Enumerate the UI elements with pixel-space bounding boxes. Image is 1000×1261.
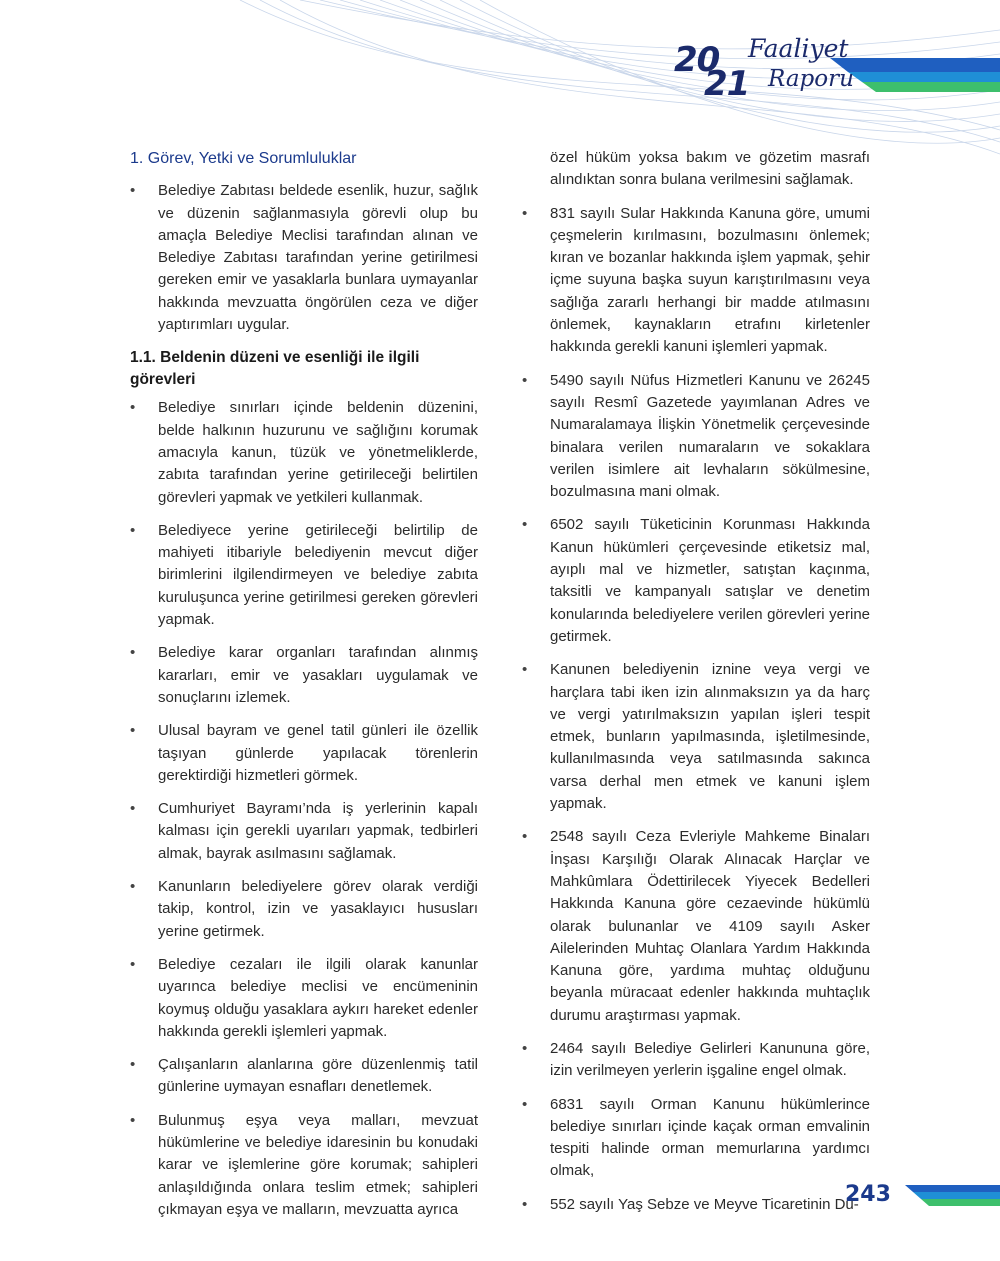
list-item: • Kanunen belediyenin iznine veya vergi ve harçlara tabi iken izin alınmaksızın ya da harç ve vergi yatırılmaksızın yapılan işleri tespit etmek, bunların yapılmasında, işletilmesinde, kullanılmasında veya satılmasında sakınca varsa derhal men etmek ve kanuni işlem yapmak. [522, 659, 870, 815]
list-item: • Cumhuriyet Bayramı’nda iş yerlerinin kapalı kalması için gerekli uyarıları yapmak, tedbirleri almak, bayrak asılmasını sağlamak. [130, 798, 478, 865]
list-item: • 2464 sayılı Belediye Gelirleri Kanununa göre, izin verilmeyen yerlerin işgaline engel olmak. [522, 1038, 870, 1083]
continued-text: özel hüküm yoksa bakım ve gözetim masrafı alındıktan sonra bulana verilmesini sağlamak. [550, 149, 870, 189]
logo-year [670, 36, 760, 106]
list-item: • Belediye cezaları ile ilgili olarak kanunlar uyarınca belediye meclisi ve encümeninin koymuş olduğu yasaklara aykırı hareket edenler hakkında gerekli işlemleri yapmak. [130, 954, 478, 1043]
list-item: • Belediye Zabıtası beldede esenlik, huzur, sağlık ve düzenin sağlanmasıyla görevli olup bu amaçla Belediye Meclisi tarafından alınan ve Belediye Zabıtası tarafından yerine getirilmesi gereken emir ve yasaklarla bunlara uymayanlar hakkında mevzuatta öngörülen ceza ve diğer yaptırımları uygular. [130, 180, 478, 336]
left-column [130, 148, 478, 1232]
right-column [522, 147, 870, 1227]
list-item: • Bulunmuş eşya veya malları, mevzuat hükümlerine ve belediye idaresinin bu konudaki karar ve işlemlerine göre korumak; sahipleri anlaşıldığında onlara teslim etmek; sahipleri çıkmayan eşya ve malların, mevzuatta ayrıca [130, 1110, 478, 1221]
section-heading: 1. Görev, Yetki ve Sorumluluklar [130, 150, 357, 167]
list-item: • Çalışanların alanlarına göre düzenlenmiş tatil günlerine uymayan esnafları denetlemek. [130, 1054, 478, 1099]
logo-subtitle: Raporu [768, 66, 854, 92]
footer-stripe [905, 1185, 1000, 1207]
logo-year-bottom: 21 [704, 64, 750, 104]
list-item: • 6831 sayılı Orman Kanunu hükümlerince belediye sınırları içinde kaçak orman emvalinin tespiti halinde orman memurlarına yardımcı olmak, [522, 1094, 870, 1183]
list-item: • 6502 sayılı Tüketicinin Korunması Hakkında Kanun hükümleri çerçevesinde etiketsiz mal, ayıplı mal ve hizmetler, satıştan kaçınma, taksitli ve kampanyalı satışlar ve denetim konularında belediyelere verilen görevleri yerine getirmek. [522, 514, 870, 648]
list-item: • 2548 sayılı Ceza Evleriyle Mahkeme Binaları İnşası Karşılığı Olarak Alınacak Harçlar ve Mahkûmlara Ödettirilecek Yiyecek Bedelleri Hakkında Kanuna göre cezaevinde hükümlü olarak bulunanlar ve 4109 sayılı Asker Ailelerinden Muhtaç Olanlara Yardım Hakkında Kanuna göre, yardıma muhtaç olduğunu beyanla müracaat edenler hakkında muhtaçlık durumu araştırması yapmak. [522, 826, 870, 1027]
subsection-heading: 1.1. Beldenin düzeni ve esenliği ile ilgili görevleri [130, 349, 420, 389]
duties-list-right [522, 203, 870, 1216]
list-item: • 552 sayılı Yaş Sebze ve Meyve Ticaretinin Dü- [522, 1194, 870, 1216]
duties-list-left [130, 397, 478, 1221]
logo-year-top: 20 [674, 40, 720, 80]
list-item: • Belediye sınırları içinde beldenin düzenini, belde halkının huzurunu ve sağlığını korumak amacıyla kanun, tüzük ve yönetmeliklerde, zabıta tarafından yerine getirileceği belirtilen görevleri yapmak ve yetkileri kullanmak. [130, 397, 478, 508]
logo-title: Faaliyet [748, 34, 849, 63]
list-item: • Belediye karar organları tarafından alınmış kararları, emir ve yasakları uygulamak ve sonuçlarını izlemek. [130, 642, 478, 709]
list-item: • Belediyece yerine getirileceği belirtilip de mahiyeti itibariyle belediyenin mevcut diğer birimlerini ilgilendirmeyen ve belediye zabıta kuruluşunca yerine getirilmesi gereken görevleri yapmak. [130, 520, 478, 631]
report-logo [670, 36, 880, 106]
intro-list [130, 180, 478, 336]
list-item: • Kanunların belediyelere görev olarak verdiği takip, kontrol, izin ve yasaklayıcı hususları yerine getirmek. [130, 876, 478, 943]
list-item: • Ulusal bayram ve genel tatil günleri ile özellik taşıyan günlerde yapılacak törenlerin gerektirdiği hizmetleri görmek. [130, 720, 478, 787]
list-item: • 5490 sayılı Nüfus Hizmetleri Kanunu ve 26245 sayılı Resmî Gazetede yayımlanan Adres ve Numaralamaya İlişkin Yönetmelik çerçevesinde binalara verilen numaraların ve sokaklara verilen isimlere ait levhaların sökülmesine, bozulmasına mani olmak. [522, 370, 870, 504]
list-item: • 831 sayılı Sular Hakkında Kanuna göre, umumi çeşmelerin kırılmasını, bozulmasını önlemek; kıran ve bozanlar hakkında işlem yapmak, şehir içme suyuna başka suyun karıştırılmasını veya sağlığa zararlı herhangi bir madde atılmasını önlemek, kaynakların etrafını kirletenler hakkında gerekli kanuni işlemleri yapmak. [522, 203, 870, 359]
page-number: 243 [845, 1182, 891, 1207]
